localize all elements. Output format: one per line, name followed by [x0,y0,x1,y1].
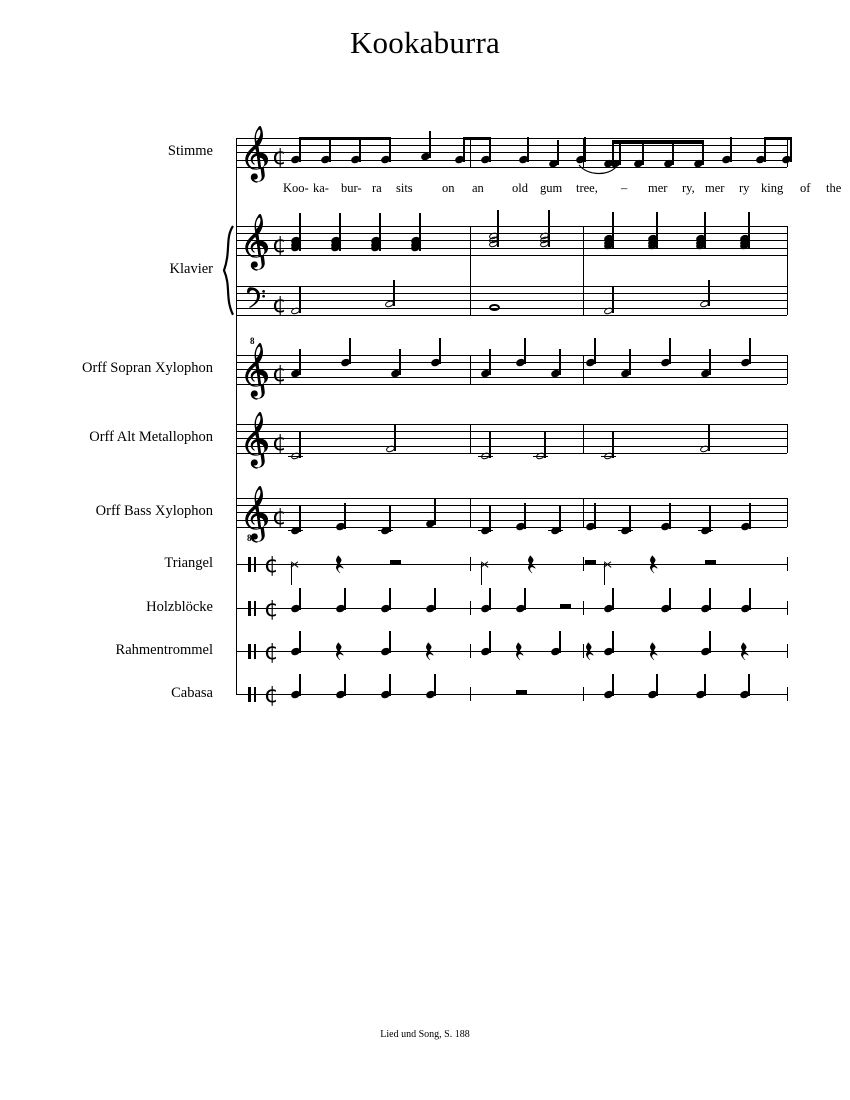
half-rest [516,690,527,694]
page-footer: Lied und Song, S. 188 [380,1029,470,1040]
lyric-syllable: sits [396,180,413,195]
stem [708,425,709,451]
stem [291,563,292,585]
stem [299,506,300,532]
stem [612,432,613,458]
treble-clef-icon [244,410,270,472]
treble-clef-icon [244,124,270,186]
stem [709,588,710,610]
stem [612,674,613,696]
bass-clef-icon [247,285,271,309]
stem [612,287,613,313]
percussion-clef-icon [248,601,257,616]
stem [629,349,630,375]
barline-grandstaff [470,226,471,315]
stem [604,563,605,585]
quarter-rest [650,554,659,577]
barline-grandstaff [787,226,788,315]
barline [470,498,471,527]
stem [329,137,330,162]
lyric-syllable: of [800,180,811,195]
time-signature-cut-common: ¢ [272,360,287,387]
lyric-syllable: an [472,180,484,195]
beam [764,137,790,141]
stem [299,137,300,162]
staff-line [236,160,787,161]
stem [669,338,670,364]
stem [594,338,595,364]
stem [749,503,750,529]
stem [379,213,380,250]
stem [612,212,613,249]
stem [419,213,420,250]
staff-line [236,255,787,256]
lyric-syllable: tree, [576,180,598,195]
stem [612,631,613,653]
staff-line [236,564,787,565]
barline [583,687,584,701]
stem [489,432,490,458]
time-signature-cut-common: ¢ [264,552,279,578]
stem [399,349,400,375]
staff-label-holzbloecke: Holzblöcke [146,599,213,615]
stem [429,131,430,158]
stem [559,631,560,653]
stem [704,212,705,249]
barline [583,355,584,384]
stem [489,506,490,532]
octave-8-above: 8 [250,336,255,346]
stem [557,140,558,165]
quarter-rest [516,641,525,664]
stem [344,588,345,610]
stem [524,338,525,364]
staff-line [236,424,787,425]
stem [299,674,300,696]
beam [299,137,389,141]
lyric-syllable: – [621,180,628,195]
barline-grandstaff [583,226,584,315]
staff-line [236,315,787,316]
stem [389,588,390,610]
time-signature-cut-common: ¢ [264,639,279,665]
lyric-syllable: ry, [682,180,695,195]
barline [470,355,471,384]
half-rest [560,604,571,608]
stem [559,506,560,532]
quarter-rest [336,641,345,664]
barline [583,644,584,658]
stem [709,349,710,375]
staff-line [236,286,787,287]
barline [470,644,471,658]
lyric-syllable: on [442,180,455,195]
half-rest [390,560,401,564]
staff-line [236,167,787,168]
time-signature-cut-common: ¢ [272,143,287,170]
half-rest [585,560,596,564]
stem [299,432,300,458]
treble-clef-icon [244,212,270,274]
stem [434,588,435,610]
quarter-rest [650,641,659,664]
stem [669,588,670,610]
stem [489,137,490,162]
stem [764,137,765,162]
lyric-syllable: bur- [341,180,362,195]
stem [389,137,390,162]
barline [470,687,471,701]
stem [612,140,613,165]
staff-label-cabasa: Cabasa [171,685,213,701]
stem [629,506,630,532]
time-signature-cut-common: ¢ [264,682,279,708]
stem [299,588,300,610]
stem [672,140,673,165]
quarter-rest [528,554,537,577]
barline [787,424,788,453]
page-title: Kookaburra [349,25,501,60]
staff-orff-bass-xylophon [236,498,787,528]
stem [394,425,395,451]
lyric-syllable: old [512,180,528,195]
stem [730,137,731,162]
quarter-rest [426,641,435,664]
lyric-syllable: king [761,180,784,195]
stem [559,349,560,375]
staff-line [236,512,787,513]
stem [344,674,345,696]
staff-label-orff-bass-xylophon: Orff Bass Xylophon [95,503,213,520]
stem [481,563,482,585]
stem [439,338,440,364]
stem [704,674,705,696]
stem [749,588,750,610]
stem [790,137,791,162]
stem [642,140,643,165]
staff-label-orff-sopran-xylophon: Orff Sopran Xylophon [81,360,213,377]
octave-8-below: 8 [247,532,252,543]
percussion-clef-icon [248,644,257,659]
barline [787,687,788,701]
stem [339,213,340,250]
time-signature-cut-common: ¢ [272,503,287,530]
stem [299,213,300,250]
treble-clef-icon [244,341,270,403]
staff-label-rahmentrommel: Rahmentrommel [115,642,213,658]
stem [594,503,595,529]
stem [434,499,435,525]
stem [619,140,620,165]
staff-line [236,438,787,439]
percussion-clef-icon [248,557,257,572]
time-signature-cut-common: ¢ [272,291,287,318]
percussion-clef-icon [248,687,257,702]
staff-line [236,498,787,499]
staff-line [236,362,787,363]
stem [749,338,750,364]
stem [393,280,394,306]
staff-line [236,293,787,294]
stem [708,280,709,306]
barline [787,498,788,527]
stem [489,588,490,610]
stem [489,349,490,375]
stem [544,432,545,458]
time-signature-cut-common: ¢ [272,429,287,456]
barline [470,557,471,571]
lyric-syllable: ry [739,180,750,195]
quarter-rest [336,554,345,577]
barline [470,424,471,453]
stem [548,210,549,247]
barline [583,424,584,453]
staff-line [236,308,787,309]
lyric-syllable: mer [705,180,725,195]
staff-line [236,145,787,146]
staff-label-triangel: Triangel [164,555,213,571]
stem [344,503,345,529]
staff-line [236,384,787,385]
staff-stimme [236,138,787,168]
barline [470,138,471,167]
lyric-syllable: the [826,180,842,195]
stem [656,212,657,249]
stem [527,137,528,162]
stem [463,137,464,162]
barline [583,601,584,615]
staff-label-orff-alt-metallophon: Orff Alt Metallophon [89,429,213,446]
stem [584,137,585,162]
barline [787,601,788,615]
piano-brace [220,224,236,317]
beam [612,140,702,144]
staff-line [236,505,787,506]
barline [787,355,788,384]
stem [389,631,390,653]
staff-label-klavier-rh: Klavier [169,261,213,278]
beam [463,137,489,141]
stem [669,503,670,529]
stem [489,631,490,653]
barline [787,557,788,571]
stem [497,210,498,247]
stem [702,140,703,165]
half-rest [705,560,716,564]
lyric-syllable: Koo- [283,180,309,195]
quarter-rest [741,641,750,664]
barline [583,498,584,527]
stem [389,506,390,532]
time-signature-cut-common: ¢ [264,596,279,622]
stem [359,137,360,162]
staff-line [236,520,787,521]
stem [434,674,435,696]
stem [524,503,525,529]
system-bracket [236,138,237,695]
stem [524,588,525,610]
lyric-syllable: ka- [313,180,329,195]
staff-line [236,355,787,356]
staff-line [236,453,787,454]
quarter-rest [586,641,595,664]
stem [709,506,710,532]
stem [656,674,657,696]
stem [612,588,613,610]
stem [709,631,710,653]
barline [787,644,788,658]
stem [349,338,350,364]
stem [389,674,390,696]
lyric-syllable: ra [372,180,382,195]
staff-line [236,152,787,153]
staff-line [236,431,787,432]
barline [470,601,471,615]
stem [299,349,300,375]
lyric-syllable: gum [540,180,563,195]
stem [748,212,749,249]
lyric-syllable: mer [648,180,668,195]
staff-triangel [236,564,787,565]
stem [748,674,749,696]
stem [299,631,300,653]
staff-label-stimme: Stimme [167,143,213,160]
stem [299,287,300,313]
time-signature-cut-common: ¢ [272,231,287,258]
